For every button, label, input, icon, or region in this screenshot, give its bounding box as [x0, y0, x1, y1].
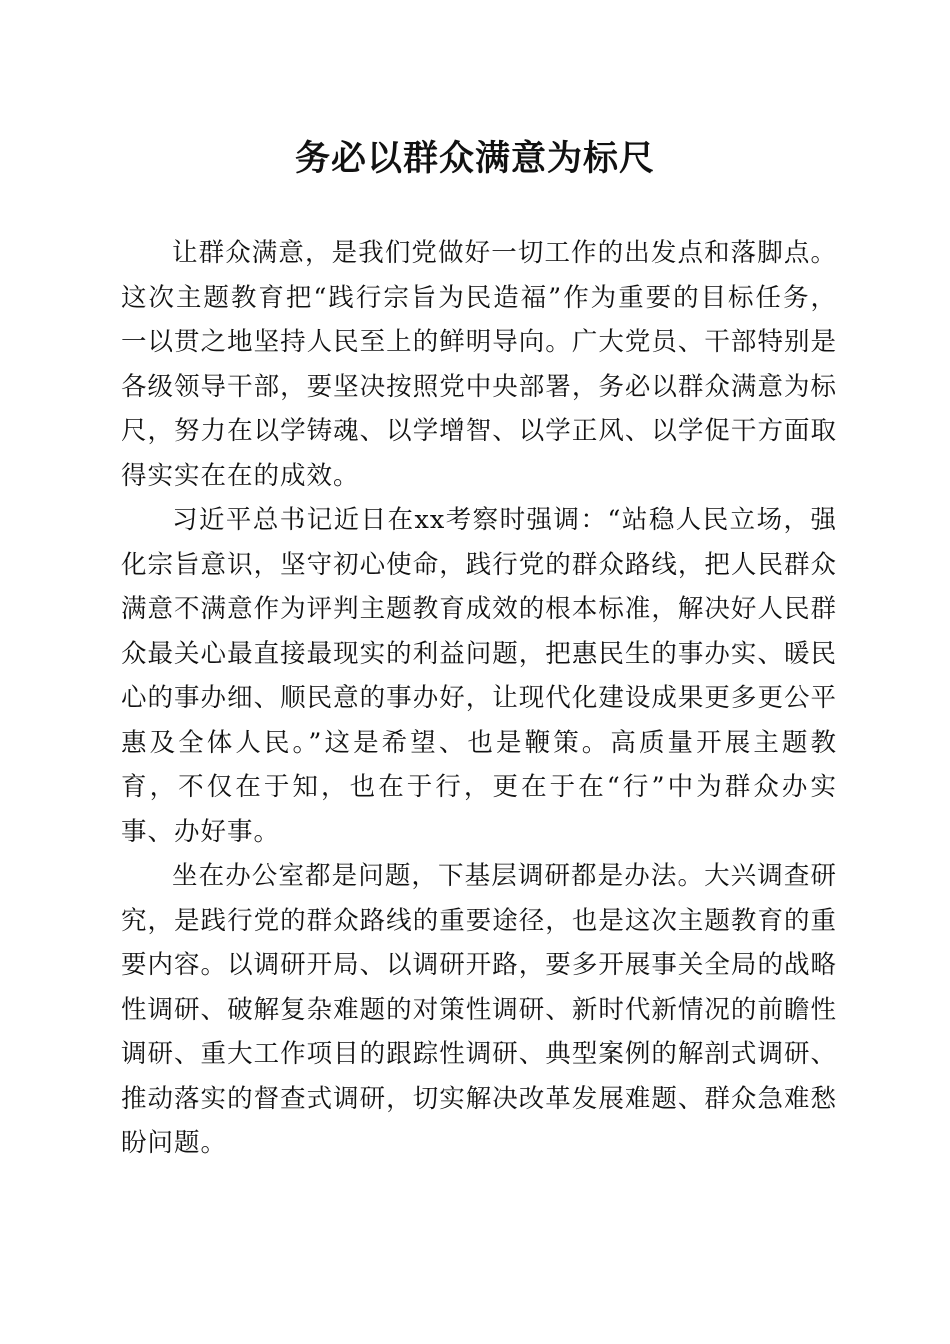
paragraph-3: 坐在办公室都是问题，下基层调研都是办法。大兴调查研究，是践行党的群众路线的重要途径，也是这次主题教育的重要内容。以调研开局、以调研开路，要多开展事关全局的战略性调研、破解复杂难题的对策性调研、新时代新情况的前瞻性调研、重大工作项目的跟踪性调研、典型案例的解剖式调研、推动落实的督查式调研，切实解决改革发展难题、群众急难愁盼问题。	[121, 861, 837, 1158]
document-body	[121, 231, 837, 1166]
document-title: 务必以群众满意为标尺	[294, 138, 655, 179]
paragraph-1: 让群众满意，是我们党做好一切工作的出发点和落脚点。这次主题教育把“践行宗旨为民造福”作为重要的目标任务，一以贯之地坚持人民至上的鲜明导向。广大党员、干部特别是各级领导干部，要坚决按照党中央部署，务必以群众满意为标尺，努力在以学铸魂、以学增智、以学正风、以学促干方面取得实实在在的成效。	[121, 238, 837, 491]
paragraph-2: 习近平总书记近日在xx考察时强调：“站稳人民立场，强化宗旨意识，坚守初心使命，践行党的群众路线，把人民群众满意不满意作为评判主题教育成效的根本标准，解决好人民群众最关心最直接最现实的利益问题，把惠民生的事办实、暖民心的事办细、顺民意的事办好，让现代化建设成果更多更公平惠及全体人民。”这是希望、也是鞭策。高质量开展主题教育，不仅在于知，也在于行，更在于在“行”中为群众办实事、办好事。	[121, 505, 837, 847]
